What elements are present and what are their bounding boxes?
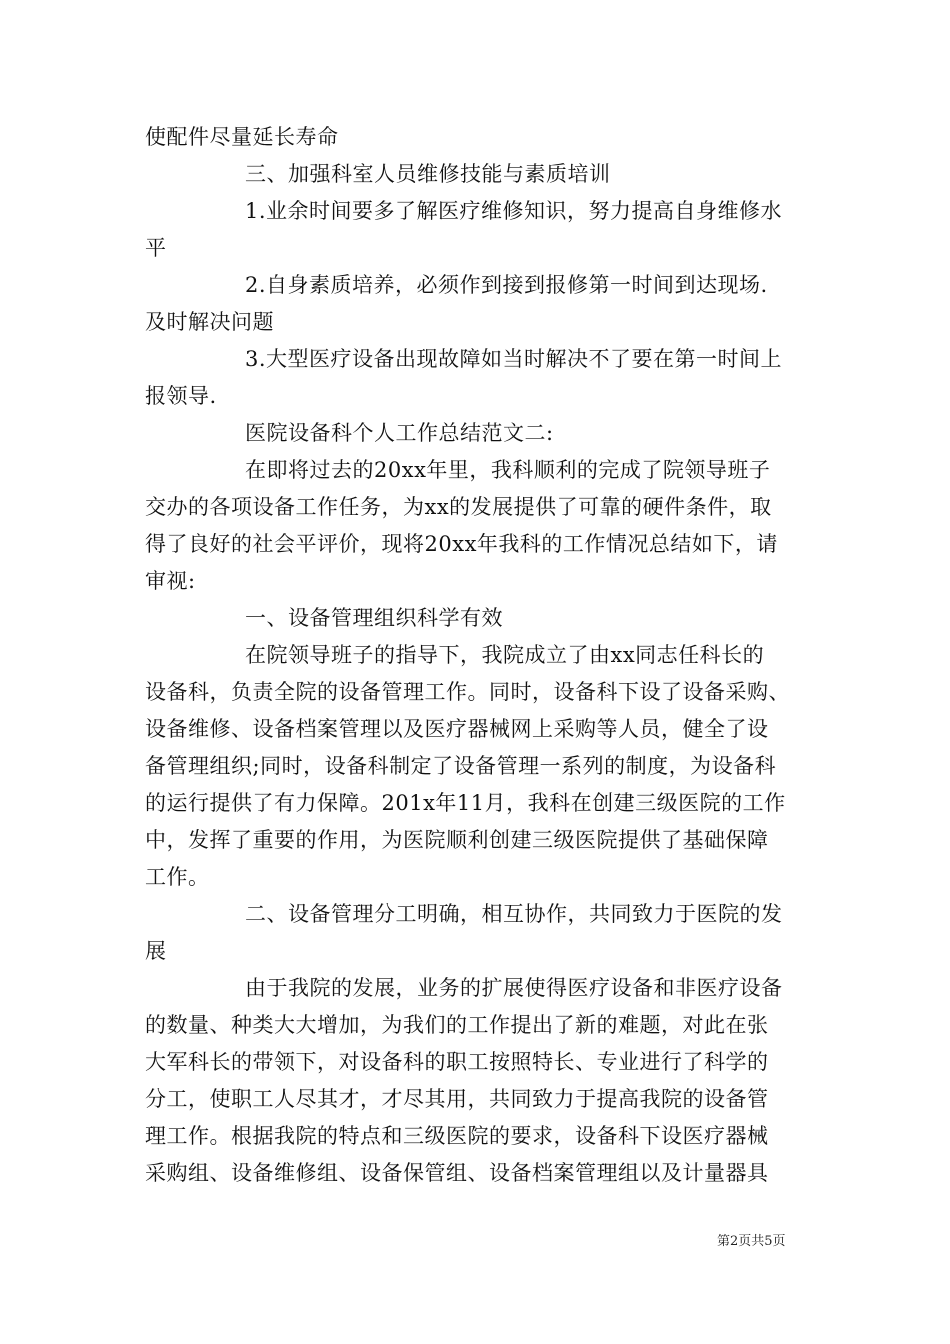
text-line: 理工作。根据我院的特点和三级医院的要求，设备科下设医疗器械 bbox=[145, 1124, 769, 1148]
text-line: 在院领导班子的指导下，我院成立了由xx同志任科长的 bbox=[245, 643, 765, 667]
text-line: 由于我院的发展，业务的扩展使得医疗设备和非医疗设备 bbox=[245, 976, 783, 1000]
text-line: 平 bbox=[145, 236, 167, 260]
text-line: 交办的各项设备工作任务，为xx的发展提供了可靠的硬件条件，取 bbox=[145, 495, 772, 519]
text-line: 1.业余时间要多了解医疗维修知识，努力提高自身维修水 bbox=[245, 199, 783, 223]
text-line: 3.大型医疗设备出现故障如当时解决不了要在第一时间上 bbox=[245, 347, 783, 371]
text-line: 的运行提供了有力保障。201x年11月，我科在创建三级医院的工作 bbox=[145, 791, 786, 815]
text-line: 中，发挥了重要的作用，为医院顺利创建三级医院提供了基础保障 bbox=[145, 828, 769, 852]
text-line: 展 bbox=[145, 939, 167, 963]
text-line: 设备维修、设备档案管理以及医疗器械网上采购等人员，健全了设 bbox=[145, 717, 769, 741]
text-line: 工作。 bbox=[145, 865, 210, 889]
text-line: 得了良好的社会平评价，现将20xx年我科的工作情况总结如下，请 bbox=[145, 532, 778, 556]
text-line: 报领导. bbox=[145, 384, 217, 408]
section-heading: 医院设备科个人工作总结范文二: bbox=[245, 421, 554, 445]
text-line: 2.自身素质培养，必须作到接到报修第一时间到达现场. bbox=[245, 273, 768, 297]
text-line: 大军科长的带领下，对设备科的职工按照特长、专业进行了科学的 bbox=[145, 1050, 769, 1074]
page-number: 第2页共5页 bbox=[717, 1234, 786, 1249]
section-heading: 三、加强科室人员维修技能与素质培训 bbox=[245, 162, 611, 186]
text-line: 设备科，负责全院的设备管理工作。同时，设备科下设了设备采购、 bbox=[145, 680, 790, 704]
text-line: 的数量、种类大大增加，为我们的工作提出了新的难题，对此在张 bbox=[145, 1013, 769, 1037]
text-line: 及时解决问题 bbox=[145, 310, 274, 334]
text-line: 在即将过去的20xx年里，我科顺利的完成了院领导班子 bbox=[245, 458, 771, 482]
text-line: 分工，使职工人尽其才，才尽其用，共同致力于提高我院的设备管 bbox=[145, 1087, 769, 1111]
text-line: 备管理组织;同时，设备科制定了设备管理一系列的制度，为设备科 bbox=[145, 754, 777, 778]
text-line: 审视: bbox=[145, 569, 196, 593]
section-heading: 一、设备管理组织科学有效 bbox=[245, 606, 503, 630]
text-line: 使配件尽量延长寿命 bbox=[145, 125, 339, 149]
section-heading: 二、设备管理分工明确，相互协作，共同致力于医院的发 bbox=[245, 902, 783, 926]
text-line: 采购组、设备维修组、设备保管组、设备档案管理组以及计量器具 bbox=[145, 1161, 769, 1185]
